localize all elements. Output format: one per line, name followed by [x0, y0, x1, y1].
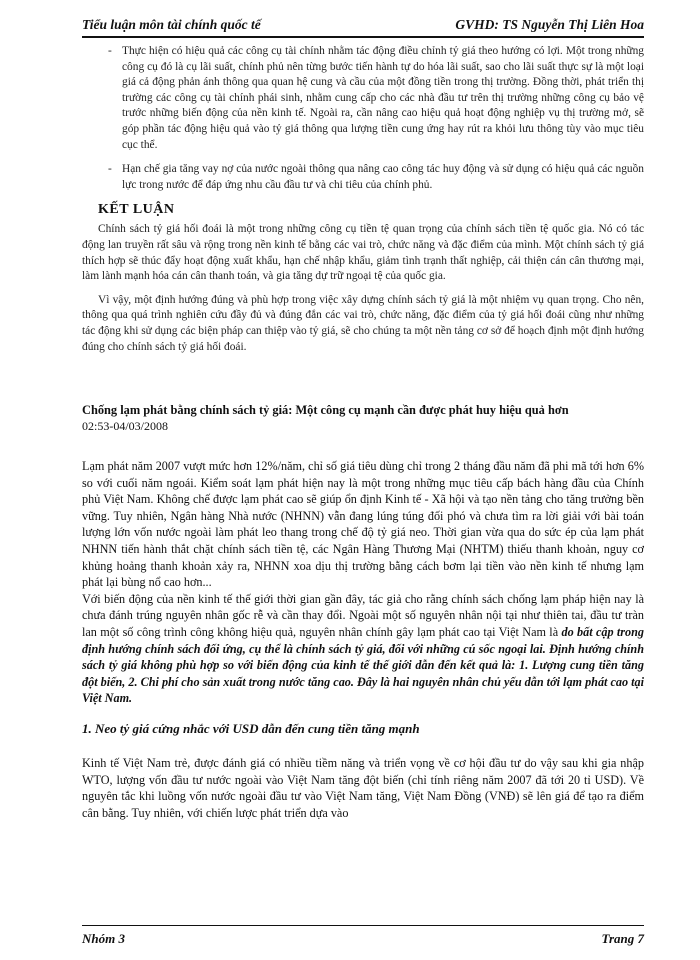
article-paragraph-2-text: Với biến động của nền kinh tế thế giới thời gian gần đây, tác giả cho rằng chính sách chống lạm pháp hiện nay là chưa đánh trúng nguyên nhân gốc rễ và cần thay đổi. Ngoài một số nguyên nhân nội tại như thiên tai, đầu tư tràn lan một số công trình công không hiệu quả, nguyên nhân chính gây lạm phát cao tại Việt Nam là: [82, 591, 644, 640]
article-date: 02:53-04/03/2008: [82, 419, 168, 434]
article-paragraph-2: [82, 591, 644, 707]
article-paragraph-3: Kinh tế Việt Nam trẻ, được đánh giá có nhiều tiềm năng và triển vọng về cơ hội đầu tư do vậy sau khi gia nhập WTO, lượng vốn đầu tư nước ngoài vào Việt Nam tăng đột biến (chỉ tính riêng năm 2007 đã tới 20 tỉ USD). Về nguyên tắc khi luồng vốn nước ngoài đầu tư vào Việt Nam tăng, Việt Nam Đồng (VNĐ) sẽ lên giá để tạo ra điểm cân bằng. Tuy nhiên, với chiến lược phát triển dựa vào: [82, 756, 644, 820]
footer-divider: [82, 925, 644, 926]
bullet-text: Thực hiện có hiệu quả các công cụ tài chính nhằm tác động điều chỉnh tỷ giá theo hướng có lợi. Một trong những công cụ đó là cụ lãi suất, chính phủ nên từng bước tiến hành tự do hóa lãi suất, sao cho lãi suất thực sự là một loại giá cả động phản ánh thông qua quan hệ cung và cầu của một đồng tiền trong thị trường. Đồng thời, phát triển thị trường các công cụ tài chính phái sinh, nhằm cung cấp cho các nhà đầu tư trên thị trường những công cụ bảo vệ trước những biến động của nền kinh tế. Ngoài ra, cần nâng cao hiệu quả hoạt động nghiệp vụ thị trường mở, sẽ góp phần tác động hiệu quả vào tỷ giá thông qua lượng tiền cung ứng hay rút ra khỏi lưu thông tùy vào mục tiêu cục thể.: [122, 45, 644, 151]
section-heading: 1. Neo tỷ giá cứng nhắc với USD dẫn đến cung tiền tăng mạnh: [82, 721, 420, 736]
article-paragraph-2-emphasis: do bất cập trong định hướng chính sách đối ứng, cụ thể là chính sách tỷ giá, đối với những cú sốc ngoại lai. Định hướng chính sách tỷ giá không phù hợp so với biến động của kinh tế thế giới dẫn đến kết quả là: 1. Lượng cung tiền tăng đột biến, 2. Chi phí cho sản xuất trong nước tăng cao. Đây là hai nguyên nhân chủ yếu dẫn tới lạm phát cao tại Việt Nam.: [82, 625, 644, 706]
conclusion-paragraph-2: Vì vậy, một định hướng đúng và phù hợp trong việc xây dựng chính sách tỷ giá là một nhiệm vụ quan trọng. Cho nên, thông qua quá trình nghiên cứu đầy đủ và đúng đắn các vai trò, chức năng, đặc điểm của tỷ giá hối đoái cũng như những tác động khi sử dụng các biện pháp can thiệp vào tỷ giá, sẽ cho chúng ta một nền tảng cơ sở để hoạch định một định hướng đúng cho chính sách tỷ giá hối đoái.: [82, 293, 644, 353]
article-title: Chống lạm phát bằng chính sách tỷ giá: Một công cụ mạnh cần được phát huy hiệu quả hơn: [82, 403, 569, 418]
footer-group: Nhóm 3: [82, 931, 125, 946]
page-content: [82, 44, 644, 821]
header-divider: [82, 36, 644, 38]
conclusion-heading: KẾT LUẬN: [98, 202, 175, 218]
page-footer: [82, 929, 644, 949]
bullet-dash: -: [108, 163, 112, 176]
bullet-item: [82, 162, 644, 193]
conclusion-paragraph-1: Chính sách tỷ giá hối đoái là một trong những công cụ tiền tệ quan trọng của chính sách tiền tệ quốc gia. Nó có tác động lan truyền rất sâu và rộng trong nền kinh tế bằng các vai trò, chức năng và đặc điểm của mình. Một chính sách tỷ giá thích hợp sẽ thúc đẩy hoạt động xuất khẩu, hạn chế nhập khẩu, giảm tình trạnh thất nghiệp, cải thiện cán cân thương mại, làm lành mạnh hóa cán cân thanh toán, và gia tăng dự trữ ngoại tệ của quốc gia.: [82, 223, 644, 283]
bullet-dash: -: [108, 45, 112, 57]
header-instructor: GVHD: TS Nguyễn Thị Liên Hoa: [455, 17, 644, 32]
header-course-title: Tiểu luận môn tài chính quốc tế: [82, 17, 261, 32]
bullet-text: Hạn chế gia tăng vay nợ của nước ngoài thông qua nâng cao công tác huy động và sử dụng có hiệu quả các nguồn lực trong nước để đáp ứng nhu cầu đầu tư và chi tiêu của chính phủ.: [122, 163, 644, 191]
bullet-item: [82, 44, 644, 153]
page-header: [82, 14, 644, 36]
footer-page-number: Trang 7: [601, 931, 644, 946]
article-paragraph-1: Lạm phát năm 2007 vượt mức hơn 12%/năm, chỉ số giá tiêu dùng chỉ trong 2 tháng đầu năm đã phi mã tới hơn 6% so với cuối năm ngoái. Kiểm soát lạm phát hiện nay là một trong những mục tiêu cấp bách hàng đầu của Chính phủ Việt Nam. Không chế được lạm phát cao sẽ giúp ổn định Kinh tế - Xã hội và tạo nền tảng cho tăng trưởng bền vững. Tuy nhiên, Ngân hàng Nhà nước (NHNN) vẫn đang lúng túng đối phó và chưa tìm ra lời giải với bài toán lượng lớn vốn nước ngoài làm phát leo thang trong chế độ tỷ giá neo. Thời gian vừa qua do sức ép của lạm phát NHNN tiến hành thắt chặt chính sách tiền tệ, các Ngân Hàng Thương Mại (NHTM) thiếu thanh khoản, nguy cơ khủng hoảng thanh khoản xảy ra, NHNN xoa dịu thị trường bằng cách bơm lại tiền vào nền kinh tế nhưng lạm phát lại bùng nổ cao hơn...: [82, 459, 644, 590]
